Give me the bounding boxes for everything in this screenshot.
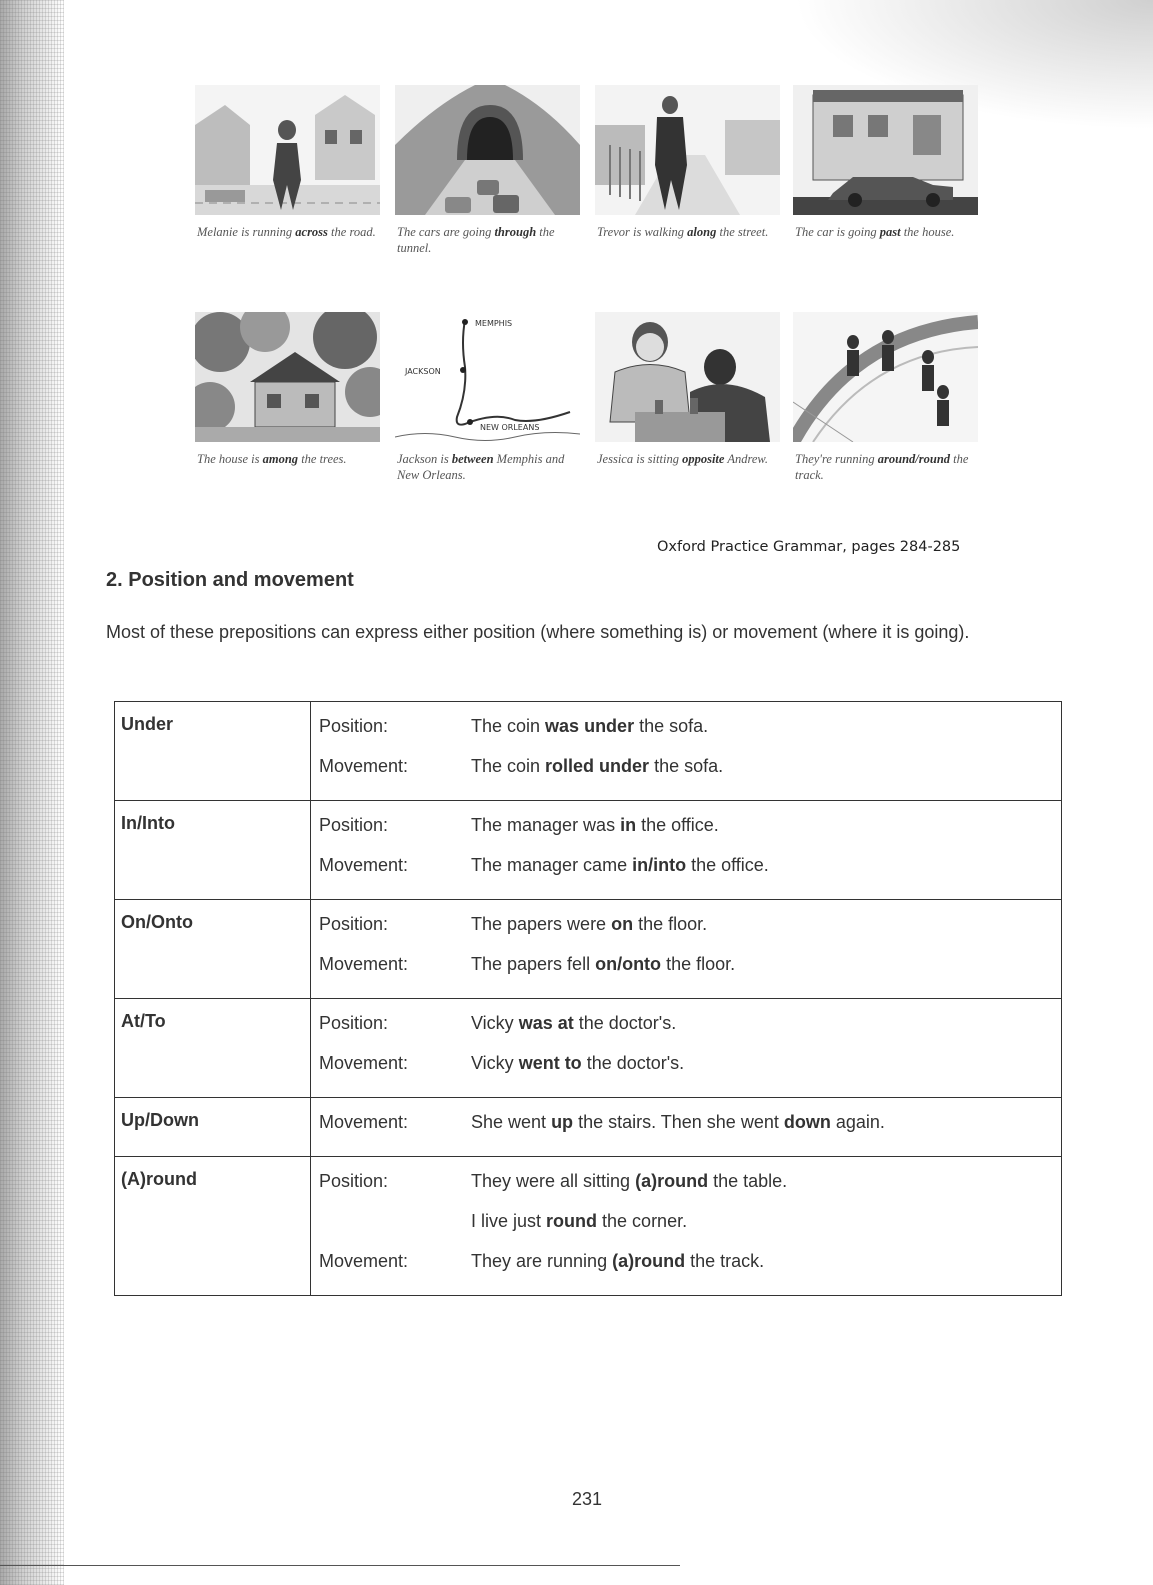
- example-cell: [311, 1157, 1062, 1296]
- caption-between: Jackson is between Memphis and New Orleans.: [397, 452, 565, 482]
- example-line: [319, 712, 1061, 752]
- footer-rule: [0, 1565, 680, 1566]
- example-cell: [311, 801, 1062, 900]
- example-line: [319, 1207, 1061, 1247]
- example-kind: Position:: [319, 1013, 389, 1033]
- example-line: [319, 851, 1061, 891]
- example-sentence: The manager came in/into the office.: [471, 855, 769, 875]
- example-cell: [311, 702, 1062, 801]
- caption-along: Trevor is walking along the street.: [597, 225, 769, 239]
- example-kind: Movement:: [319, 756, 409, 776]
- preposition-term: Under: [115, 702, 311, 801]
- table-row: [115, 801, 1062, 900]
- table-row: [115, 702, 1062, 801]
- map-label-memphis: MEMPHIS: [475, 319, 513, 328]
- picture-between-map: [395, 312, 580, 442]
- map-label-new-orleans: NEW ORLEANS: [480, 423, 540, 432]
- example-kind: Position:: [319, 914, 389, 934]
- example-line: [319, 910, 1061, 950]
- example-sentence: The coin was under the sofa.: [471, 716, 709, 736]
- example-kind: Movement:: [319, 855, 409, 875]
- section-title: 2. Position and movement: [106, 569, 354, 591]
- intro-paragraph: Most of these prepositions can express either position (where something is) or movement (where it is going).: [106, 622, 970, 642]
- preposition-term: At/To: [115, 999, 311, 1098]
- example-line: [319, 950, 1061, 990]
- example-sentence: The coin rolled under the sofa.: [471, 756, 724, 776]
- picture-among: [195, 312, 380, 442]
- map-label-jackson: JACKSON: [405, 367, 441, 376]
- table-row: [115, 1098, 1062, 1157]
- preposition-term: (A)round: [115, 1157, 311, 1296]
- scan-shadow-edge: [0, 0, 64, 1585]
- preposition-term: On/Onto: [115, 900, 311, 999]
- picture-around: [793, 312, 978, 442]
- picture-opposite: [595, 312, 780, 442]
- example-line: [319, 1108, 1061, 1148]
- example-sentence: The papers were on the floor.: [471, 914, 708, 934]
- picture-across: [195, 85, 380, 215]
- example-sentence: The manager was in the office.: [471, 815, 719, 835]
- example-kind: Position:: [319, 716, 389, 736]
- page-number: 231: [572, 1489, 603, 1509]
- example-line: [319, 811, 1061, 851]
- caption-through: The cars are going through the tunnel.: [397, 225, 555, 255]
- example-line: [319, 1167, 1061, 1207]
- example-sentence: They were all sitting (a)round the table.: [471, 1171, 788, 1191]
- example-cell: [311, 1098, 1062, 1157]
- preposition-term: Up/Down: [115, 1098, 311, 1157]
- caption-around: They're running around/round the track.: [795, 452, 969, 482]
- example-kind: Movement:: [319, 1053, 409, 1073]
- source-citation: Oxford Practice Grammar, pages 284-285: [657, 539, 961, 555]
- example-sentence: Vicky went to the doctor's.: [471, 1053, 685, 1073]
- example-cell: [311, 999, 1062, 1098]
- example-kind: Position:: [319, 815, 389, 835]
- table-row: [115, 1157, 1062, 1296]
- example-line: [319, 1049, 1061, 1089]
- example-kind: Movement:: [319, 1251, 409, 1271]
- example-line: [319, 1009, 1061, 1049]
- preposition-term: In/Into: [115, 801, 311, 900]
- picture-through: [395, 85, 580, 215]
- example-kind: Position:: [319, 1171, 389, 1191]
- illustration-grid: [195, 80, 995, 520]
- caption-past: The car is going past the house.: [795, 225, 955, 239]
- example-sentence: They are running (a)round the track.: [471, 1251, 765, 1271]
- caption-opposite: Jessica is sitting opposite Andrew.: [597, 452, 768, 466]
- example-kind: Movement:: [319, 954, 409, 974]
- example-line: [319, 752, 1061, 792]
- example-sentence: Vicky was at the doctor's.: [471, 1013, 677, 1033]
- example-cell: [311, 900, 1062, 999]
- example-sentence: She went up the stairs. Then she went down again.: [471, 1112, 885, 1132]
- example-sentence: The papers fell on/onto the floor.: [471, 954, 736, 974]
- caption-across: Melanie is running across the road.: [197, 225, 376, 239]
- example-kind: Movement:: [319, 1112, 409, 1132]
- picture-along: [595, 85, 780, 215]
- table-row: [115, 999, 1062, 1098]
- prepositions-table: [114, 701, 1062, 1296]
- table-row: [115, 900, 1062, 999]
- picture-past: [793, 85, 978, 215]
- example-sentence: I live just round the corner.: [471, 1211, 688, 1231]
- example-line: [319, 1247, 1061, 1287]
- caption-among: The house is among the trees.: [197, 452, 347, 466]
